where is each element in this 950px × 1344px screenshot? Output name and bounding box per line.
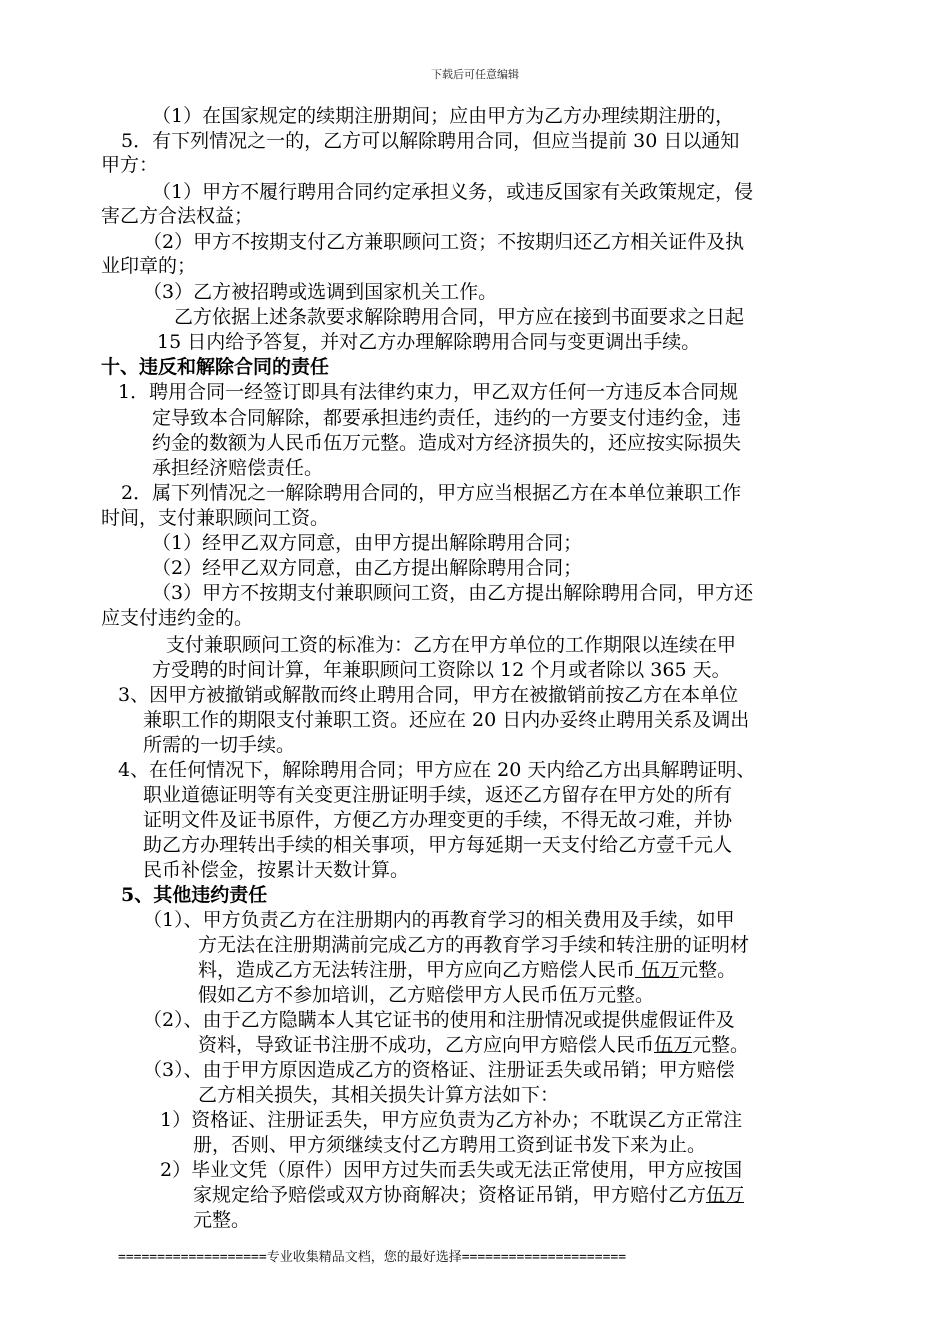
text-line: 定导致本合同解除，都要承担违约责任，违约的一方要支付违约金，违 <box>152 407 742 429</box>
text-line: 乙方相关损失，其相关损失计算方法如下： <box>198 1084 560 1106</box>
text-line: 乙方依据上述条款要求解除聘用合同，甲方应在接到书面要求之日起 <box>174 306 745 328</box>
text-line <box>198 1033 749 1057</box>
text-line: 证明文件及证书原件，方便乙方办理变更的手续，不得无故刁难，并协 <box>143 809 733 831</box>
text-line: 5．有下列情况之一的，乙方可以解除聘用合同，但应当提前 30 日以通知 <box>121 130 740 152</box>
text-line: 甲方： <box>101 154 159 176</box>
text-line: 册，否则、甲方须继续支付乙方聘用工资到证书发下来为止。 <box>193 1134 707 1156</box>
text-line: （1）经甲乙双方同意，由甲方提出解除聘用合同； <box>152 532 583 554</box>
underlined-amount: 伍万 <box>706 1184 745 1206</box>
text-line: 约金的数额为人民币伍万元整。造成对方经济损失的，还应按实际损失 <box>152 432 742 454</box>
text-line <box>198 958 736 982</box>
text-line: （3）甲方不按期支付兼职顾问工资，由乙方提出解除聘用合同，甲方还 <box>152 582 754 604</box>
text-line: （3）乙方被招聘或选调到国家机关工作。 <box>143 281 498 303</box>
text-line: 职业道德证明等有关变更注册证明手续，返还乙方留存在甲方处的所有 <box>143 784 733 806</box>
underlined-amount: 伍万 <box>635 959 680 981</box>
text-line: 15 日内给予答复，并对乙方办理解除聘用合同与变更调出手续。 <box>157 331 701 353</box>
text-line: 3、因甲方被撤销或解散而终止聘用合同，甲方在被撤销前按乙方在本单位 <box>118 684 739 706</box>
text-line: （1）、甲方负责乙方在注册期内的再教育学习的相关费用及手续，如甲 <box>143 909 735 931</box>
text-line: 害乙方合法权益； <box>101 205 254 227</box>
text-line: 4、在任何情况下，解除聘用合同；甲方应在 20 天内给乙方出具解聘证明、 <box>118 759 756 781</box>
underlined-amount: 伍万 <box>654 1034 693 1056</box>
text-line: 助乙方办理转出手续的相关事项，甲方每延期一天支付给乙方壹千元人 <box>143 834 733 856</box>
text-line: 所需的一切手续。 <box>143 734 296 756</box>
text-line: 民币补偿金，按累计天数计算。 <box>143 859 410 881</box>
text-line: （3）、由于甲方原因造成乙方的资格证、注册证丢失或吊销；甲方赔偿 <box>143 1059 735 1081</box>
text-segment: 元整。 <box>679 959 737 981</box>
text-line: 1．聘用合同一经签订即具有法律约束力，甲乙双方任何一方违反本合同规 <box>118 381 739 403</box>
text-line: 时间，支付兼职顾问工资。 <box>101 507 330 529</box>
page-footer: ===================专业收集精品文档，您的最好选择===================== <box>118 1250 627 1265</box>
text-line: 承担经济赔偿责任。 <box>152 457 324 479</box>
text-line <box>193 1183 744 1207</box>
text-line: 方受聘的时间计算，年兼职顾问工资除以 12 个月或者除以 365 天。 <box>152 659 731 681</box>
text-line: 假如乙方不参加培训，乙方赔偿甲方人民币伍万元整。 <box>198 984 655 1006</box>
text-line: （2）甲方不按期支付乙方兼职顾问工资；不按期归还乙方相关证件及执 <box>143 231 745 253</box>
text-line: 应支付违约金的。 <box>101 607 254 629</box>
text-line: （2）、由于乙方隐瞒本人其它证书的使用和注册情况或提供虚假证件及 <box>143 1009 735 1031</box>
text-line <box>160 1158 742 1182</box>
section-heading: 5、其他违约责任 <box>121 884 268 906</box>
text-line: （1）在国家规定的续期注册期间；应由甲方为乙方办理续期注册的， <box>152 105 735 127</box>
text-line: 2．属下列情况之一解除聘用合同的，甲方应当根据乙方在本单位兼职工作 <box>121 482 742 504</box>
text-line: 元整。 <box>193 1209 251 1231</box>
text-line: 兼职工作的期限支付兼职工资。还应在 20 日内办妥终止聘用关系及调出 <box>143 709 750 731</box>
text-line: 支付兼职顾问工资的标准为：乙方在甲方单位的工作期限以连续在甲 <box>166 634 737 656</box>
text-line: 业印章的； <box>101 255 197 277</box>
text-line: 方无法在注册期满前完成乙方的再教育学习手续和转注册的证明材 <box>198 934 750 956</box>
text-line: （2）经甲乙双方同意，由乙方提出解除聘用合同； <box>152 557 583 579</box>
section-heading: 十、违反和解除合同的责任 <box>101 356 330 378</box>
text-segment: 家规定给予赔偿或双方协商解决；资格证吊销，甲方赔付乙方 <box>193 1184 707 1206</box>
text-line: （1）甲方不履行聘用合同约定承担义务，或违反国家有关政策规定，侵 <box>152 181 754 203</box>
text-segment: 2）毕业文凭（原件）因甲方过失而丢失或无法正常使用，甲方应按国 <box>160 1159 743 1181</box>
text-segment: 料，造成乙方无法转注册，甲方应向乙方赔偿人民币 <box>198 959 636 981</box>
page-header: 下载后可任意编辑 <box>431 68 519 81</box>
text-segment: 元整。 <box>692 1034 750 1056</box>
text-line: 1）资格证、注册证丢失，甲方应负责为乙方补办；不耽误乙方正常注 <box>160 1109 743 1131</box>
text-segment: 资料，导致证书注册不成功，乙方应向甲方赔偿人民币 <box>198 1034 655 1056</box>
